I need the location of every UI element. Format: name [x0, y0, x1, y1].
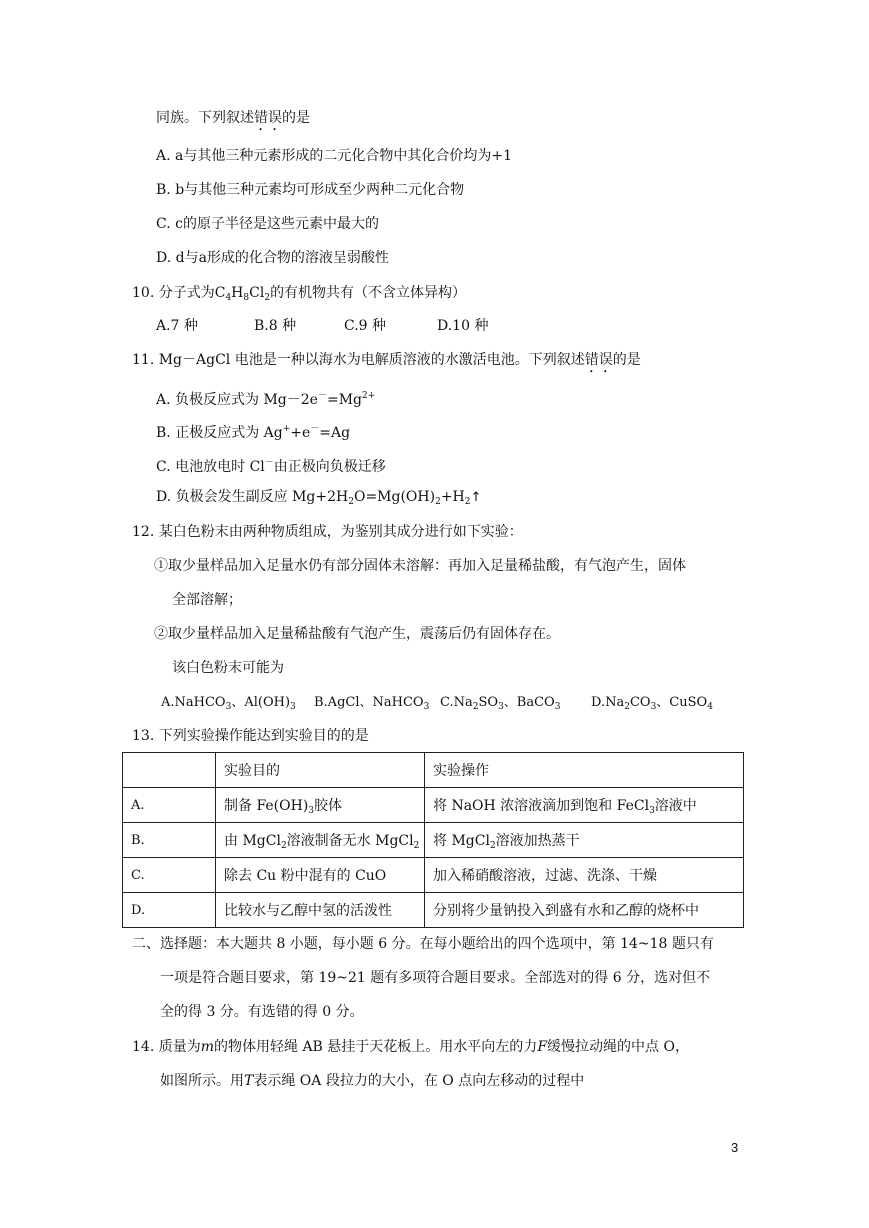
q12-c-mid1: SO: [478, 695, 499, 710]
q14-stem-line1: [132, 1037, 689, 1057]
q12-a-sub2: 3: [290, 702, 296, 712]
q10-stem-mid1: H: [231, 285, 244, 301]
section2-line2: 一项是符合题目要求，第 19~21 题有多项符合题目要求。全部选对的得 6 分，选对但不: [160, 970, 711, 986]
q9-option-b: B. b与其他三种元素均可形成至少两种二元化合物: [156, 182, 465, 198]
q11-d-mid1: O=Mg(OH): [353, 489, 436, 505]
row-operation: 加入稀硝酸溶液，过滤、洗涤、干燥: [425, 858, 744, 893]
q12-option-c: [440, 693, 560, 717]
q10-option-b: B.8 种: [254, 318, 297, 334]
row-goal-pre: 制备 Fe(OH): [224, 797, 309, 814]
row-op-sub: 3: [649, 805, 655, 816]
table-header-cell: [123, 753, 216, 788]
q10-sub1: 4: [225, 293, 232, 303]
row-label: A.: [123, 788, 216, 823]
q13-stem: 13. 下列实验操作能达到实验目的的是: [132, 728, 369, 744]
q10-option-a: A.7 种: [156, 318, 198, 334]
row-label: D.: [123, 893, 216, 928]
q11-a-pre: A. 负极反应式为 Mg－2e: [156, 392, 318, 408]
row-goal-sub2: 2: [413, 840, 420, 851]
q12-a-mid: 、Al(OH): [231, 695, 291, 710]
q12-d-sub2: 3: [650, 702, 657, 712]
q12-c-mid2: 、BaCO: [503, 695, 555, 710]
q9-tail-post: 的是: [282, 110, 310, 126]
q14-tension-symbol: T: [244, 1073, 254, 1089]
row-goal: [216, 788, 425, 823]
q10-stem-post: 的有机物共有（不含立体异构）: [270, 285, 467, 301]
q14-mass-symbol: m: [200, 1039, 214, 1055]
row-goal-post: 胶体: [314, 797, 343, 814]
q12-b-pre: B.AgCl、NaHCO: [314, 695, 424, 710]
row-goal-sub: 2: [280, 840, 287, 851]
row-goal-sub: 3: [308, 805, 315, 816]
q11-c-post: 由正极向负极迁移: [273, 459, 386, 475]
q12-experiment-1-line1: ①取少量样品加入足量水仍有部分固体未溶解：再加入足量稀盐酸，有气泡产生，固体: [154, 558, 686, 574]
section2-line1: 二、选择题：本大题共 8 小题，每小题 6 分。在每小题给出的四个选项中，第 14~18 题只有: [132, 936, 714, 952]
q11-option-b: [156, 419, 350, 443]
q11-stem-emphasis: 错误: [584, 352, 613, 368]
table-row: [123, 823, 744, 858]
table-row: [123, 893, 744, 928]
q11-b-sup2: －: [310, 424, 320, 434]
row-operation: 分别将少量钠投入到盛有水和乙醇的烧杯中: [425, 893, 744, 928]
q12-d-sub1: 2: [624, 702, 630, 712]
q13-experiment-table: [122, 752, 744, 928]
gas-up-arrow-icon: ↑: [470, 490, 482, 505]
q12-d-mid1: CO: [629, 695, 651, 710]
q11-b-pre: B. 正极反应式为 Ag: [156, 425, 283, 441]
row-goal-mid: 溶液制备无水 MgCl: [286, 832, 414, 849]
q11-stem-post: 的是: [612, 352, 641, 368]
row-op-post: 溶液加热蒸干: [495, 832, 580, 849]
q14-p1: 14. 质量为: [132, 1039, 201, 1055]
q10-option-c: C.9 种: [344, 318, 387, 334]
q12-question: 该白色粉末可能为: [172, 660, 284, 676]
section2-line3: 全的得 3 分。有选错的得 0 分。: [160, 1004, 364, 1020]
q11-d-mid2: +H: [440, 489, 465, 505]
q9-option-c: C. c的原子半径是这些元素中最大的: [156, 216, 379, 232]
q14-l2-p1: 如图所示。用: [160, 1073, 244, 1089]
q11-b-mid: +e: [290, 425, 311, 441]
row-goal: 比较水与乙醇中氢的活泼性: [216, 893, 425, 928]
q9-tail-pre: 同族。下列叙述: [156, 110, 254, 126]
q12-a-pre: A.NaHCO: [161, 695, 226, 710]
q12-c-sub1: 2: [472, 702, 479, 712]
q14-p2: 的物体用轻绳 AB 悬挂于天花板上。用水平向左的力: [214, 1039, 538, 1055]
q9-stem-tail: [156, 108, 310, 134]
row-op-pre: 将 NaOH 浓溶液滴加到饱和 FeCl: [433, 797, 650, 814]
q11-c-pre: C. 电池放电时 Cl: [156, 459, 265, 475]
q11-a-sup2: 2+: [362, 391, 376, 401]
q11-stem: [132, 350, 641, 376]
q10-stem: [132, 283, 466, 308]
q11-b-post: =Ag: [319, 425, 351, 441]
table-header-cell: 实验目的: [216, 753, 425, 788]
q12-option-b: [314, 693, 429, 717]
q12-d-mid2: 、CuSO: [656, 695, 708, 710]
row-operation: [425, 788, 744, 823]
q11-d-sub1: 2: [348, 497, 354, 507]
q9-tail-emphasis: 错误: [254, 110, 282, 126]
q10-stem-mid2: Cl: [249, 285, 265, 301]
q11-d-pre: D. 负极会发生副反应 Mg+2H: [156, 489, 349, 505]
q11-c-sup: －: [264, 458, 274, 468]
row-goal: [216, 823, 425, 858]
q12-option-d: [591, 693, 713, 717]
q12-a-sub1: 3: [225, 702, 232, 712]
q12-c-pre: C.Na: [440, 695, 473, 710]
row-op-post: 溶液中: [654, 797, 697, 814]
q11-a-mid: =Mg: [326, 392, 362, 408]
q11-a-sup1: －: [317, 391, 327, 401]
page-number: 3: [731, 1140, 739, 1155]
row-goal: 除去 Cu 粉中混有的 CuO: [216, 858, 425, 893]
q11-b-sup1: +: [282, 424, 291, 434]
table-header-cell: 实验操作: [425, 753, 744, 788]
q10-sub3: 2: [264, 293, 271, 303]
q14-force-symbol: F: [537, 1039, 548, 1055]
q11-d-sub3: 2: [464, 497, 471, 507]
row-op-pre: 将 MgCl: [433, 832, 490, 849]
q12-c-sub2: 3: [498, 702, 504, 712]
table-row: [123, 858, 744, 893]
q11-d-sub2: 2: [435, 497, 441, 507]
q12-b-sub1: 3: [423, 702, 430, 712]
table-header-row: [123, 753, 744, 788]
q10-sub2: 8: [243, 293, 250, 303]
q14-p3: 缓慢拉动绳的中点 O，: [547, 1039, 689, 1055]
row-op-sub: 2: [489, 840, 496, 851]
q11-option-a: [156, 386, 375, 410]
q11-option-d: [156, 487, 481, 512]
q12-option-a: [161, 693, 296, 717]
q12-c-sub3: 3: [554, 702, 561, 712]
q12-experiment-1-line2: 全部溶解；: [172, 592, 242, 608]
row-label: B.: [123, 823, 216, 858]
q12-stem: 12. 某白色粉末由两种物质组成，为鉴别其成分进行如下实验：: [132, 524, 523, 540]
table-row: [123, 788, 744, 823]
q9-option-d: D. d与a形成的化合物的溶液呈弱酸性: [156, 250, 389, 266]
row-goal-pre: 由 MgCl: [224, 832, 281, 849]
q12-d-sub3: 4: [707, 702, 713, 712]
q11-stem-pre: 11. Mg－AgCl 电池是一种以海水为电解质溶液的水激活电池。下列叙述: [132, 352, 585, 368]
q10-stem-pre: 10. 分子式为C: [132, 285, 226, 301]
q9-option-a: A. a与其他三种元素形成的二元化合物中其化合价均为+1: [156, 148, 512, 164]
q14-stem-line2: [160, 1071, 584, 1091]
row-operation: [425, 823, 744, 858]
q14-l2-p2: 表示绳 OA 段拉力的大小，在 O 点向左移动的过程中: [253, 1073, 585, 1089]
q12-experiment-2: ②取少量样品加入足量稀盐酸有气泡产生，震荡后仍有固体存在。: [154, 626, 560, 642]
q12-d-pre: D.Na: [591, 695, 625, 710]
q10-option-d: D.10 种: [437, 318, 489, 334]
row-label: C.: [123, 858, 216, 893]
q11-option-c: [156, 453, 386, 477]
